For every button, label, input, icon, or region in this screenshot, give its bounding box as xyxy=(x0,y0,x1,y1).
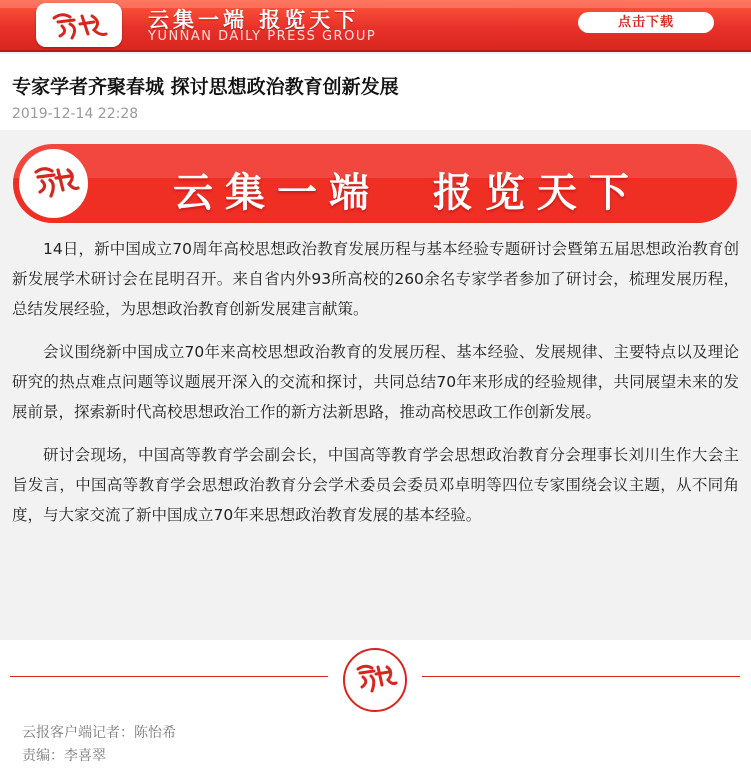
app-download-banner[interactable] xyxy=(0,0,751,52)
article-footer xyxy=(0,640,751,769)
banner-slogan-large: 云集一端 报览天下 xyxy=(173,170,641,216)
yunbao-logo-icon xyxy=(36,3,122,47)
footer-divider-right xyxy=(422,676,740,677)
footer-logo-icon xyxy=(343,648,407,712)
footer-logo-glyph xyxy=(350,655,400,705)
article-date: 2019-12-14 22:28 xyxy=(12,106,139,122)
footer-divider-left xyxy=(10,676,328,677)
article-header xyxy=(0,54,751,130)
yunbao-seal-glyph xyxy=(26,156,82,212)
banner-slogan: 云集一端 报览天下 xyxy=(148,7,360,32)
article-paragraph: 会议围绕新中国成立70年来高校思想政治教育的发展历程、基本经验、发展规律、主要特点以及理论研究的热点难点问题等议题展开深入的交流和探讨，共同总结70年来形成的经验规律，共同展望未来的发展前景，探索新时代高校思想政治工作的新方法新思路，推动高校思政工作创新发展。 xyxy=(12,343,739,421)
editor-credit: 责编：李喜翠 xyxy=(22,748,106,764)
article-paragraph: 研讨会现场，中国高等教育学会副会长，中国高等教育学会思想政治教育分会理事长刘川生作大会主旨发言，中国高等教育学会思想政治教育分会学术委员会委员邓卓明等四位专家围绕会议主题，从不同角度，与大家交流了新中国成立70年来思想政治教育发展的基本经验。 xyxy=(12,446,739,524)
reporter-credit: 云报客户端记者：陈怡希 xyxy=(22,725,176,741)
article-paragraph: 14日，新中国成立70周年高校思想政治教育发展历程与基本经验专题研讨会暨第五届思想政治教育创新发展学术研讨会在昆明召开。来自省内外93所高校的260余名专家学者参加了研讨会，梳理发展历程，总结发展经验，为思想政治教育创新发展建言献策。 xyxy=(12,240,739,318)
yunbao-seal-icon xyxy=(19,149,88,218)
article-body xyxy=(12,234,739,543)
article-banner-image xyxy=(13,144,737,223)
article-title: 专家学者齐聚春城 探讨思想政治教育创新发展 xyxy=(12,76,399,98)
banner-subtitle: YUNNAN DAILY PRESS GROUP xyxy=(148,29,377,44)
download-button[interactable]: 点击下载 xyxy=(578,12,714,33)
yunbao-logo-glyph xyxy=(48,8,110,42)
